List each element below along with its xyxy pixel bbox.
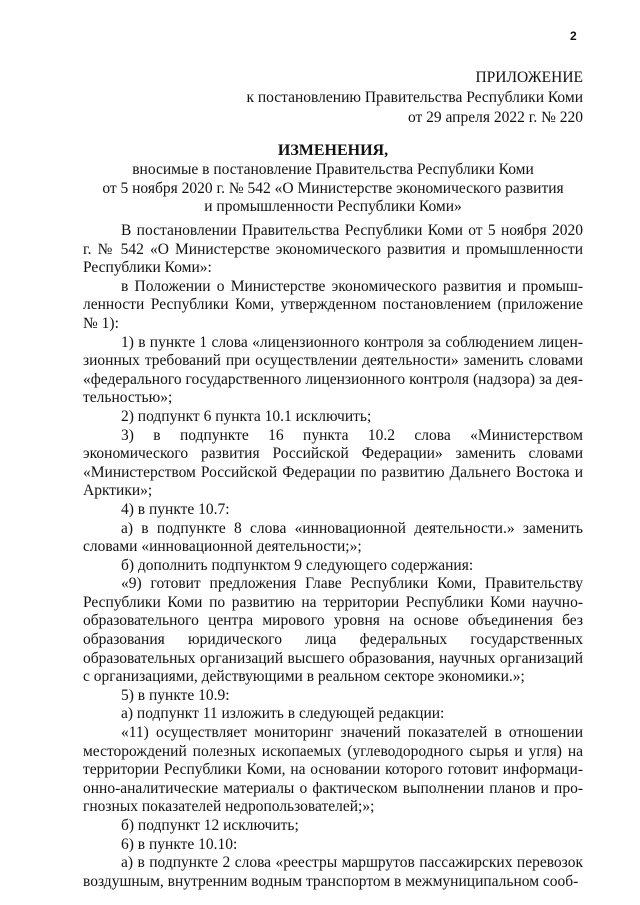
heading-line-1: вносимые в постановление Правительства Республики Коми bbox=[132, 161, 534, 178]
paragraph: «9) готовит предложения Главе Республики Коми, Правительству Республики Коми по развитию на территории Республики Коми научно-образовательного центра мирового уровня на основе объединения без образования юридического лица федеральных государственных образовательных организаций высшего образования, научных организаций с организациями, действующими в реальном секторе экономики.»; bbox=[83, 575, 583, 686]
annex-line-2: от 29 апреля 2022 г. № 220 bbox=[407, 109, 583, 126]
document-body bbox=[83, 222, 583, 891]
paragraph: б) подпункт 12 исключить; bbox=[121, 817, 299, 834]
annex-title: ПРИЛОЖЕНИЕ bbox=[475, 69, 583, 86]
paragraph: «11) осуществляет мониторинг значений показателей в отношении месторождений полезных ископаемых (углеводородного сырья и угля) на территории Республики Коми, на основании которого готовит информационно-аналитические материалы о фактическом выполнении планов и прогнозных показателей недропользователей;»; bbox=[83, 724, 583, 816]
paragraph: 1) в пункте 1 слова «лицензионного контроля за соблюдением лицензионных требований при осуществлении деятельности» заменить словами «федерального государственного лицензионного контроля (надзора) за деятельностью»; bbox=[83, 333, 583, 407]
paragraph: 5) в пункте 10.9: bbox=[121, 686, 230, 704]
paragraph: а) в подпункте 2 слова «реестры маршрутов пассажирских перевозок воздушным, внутренним водным транспортом в межмуниципальном сооб- bbox=[83, 854, 583, 890]
annex-block bbox=[240, 68, 583, 128]
paragraph: 3) в подпункте 16 пункта 10.2 слова «Министерством экономического развития Российской Федерации» заменить словами «Министерством Российской Федерации по развитию Дальнего Востока и Арктики»; bbox=[83, 426, 583, 500]
paragraph: 2) подпункт 6 пункта 10.1 исключить; bbox=[121, 407, 372, 425]
annex-line-1: к постановлению Правительства Республики Коми bbox=[246, 89, 583, 106]
heading-line-3: и промышленности Республики Коми» bbox=[204, 198, 462, 215]
paragraph: в Положении о Министерстве экономического развития и промышленности Республики Коми, утвержденном постановлением (приложение № 1): bbox=[83, 277, 583, 332]
paragraph: а) подпункт 11 изложить в следующей редакции: bbox=[121, 705, 445, 723]
paragraph: В постановлении Правительства Республики Коми от 5 ноября 2020 г. № 542 «О Министерстве экономического развития и промышленности Республики Коми»: bbox=[83, 222, 583, 277]
document-title: ИЗМЕНЕНИЯ, bbox=[277, 142, 389, 159]
paragraph: а) в подпункте 8 слова «инновационной деятельности.» заменить словами «инновационной деятельности;»; bbox=[83, 519, 583, 556]
paragraph: б) дополнить подпунктом 9 следующего содержания: bbox=[121, 556, 474, 574]
paragraph: 4) в пункте 10.7: bbox=[121, 500, 230, 518]
page-number: 2 bbox=[570, 29, 577, 43]
document-heading bbox=[82, 141, 584, 217]
heading-line-2: от 5 ноября 2020 г. № 542 «О Министерстве экономического развития bbox=[102, 179, 564, 197]
paragraph: 6) в пункте 10.10: bbox=[121, 835, 238, 853]
